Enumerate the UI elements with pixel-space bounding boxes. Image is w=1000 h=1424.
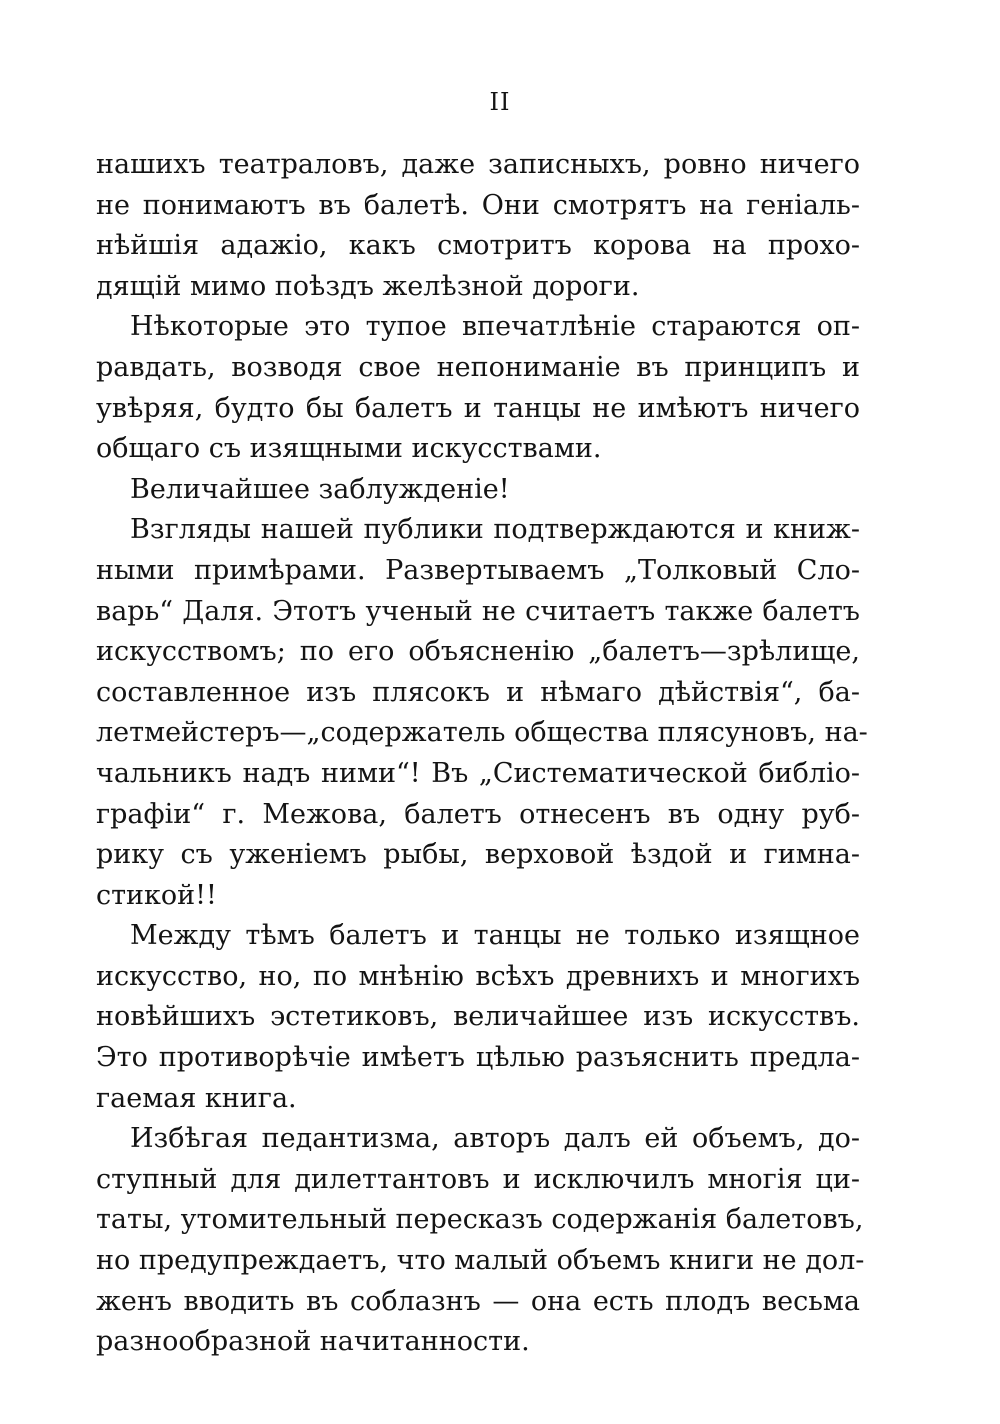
text-line: составленное изъ плясокъ и нѣмаго дѣйствія“, ба- (96, 676, 860, 708)
paragraph (96, 510, 868, 916)
text-line: таты, утомительный пересказъ содержанія балетовъ, (96, 1204, 864, 1236)
text-line: но предупреждаетъ, что малый объемъ книги не дол- (96, 1245, 865, 1277)
text-line: ступный для дилеттантовъ и исключилъ многія ци- (96, 1163, 860, 1195)
text-line: Это противорѣчіе имѣетъ цѣлью разъяснить предла- (96, 1042, 860, 1074)
text-line: стикой!! (96, 879, 217, 911)
text-line: общаго съ изящными искусствами. (96, 433, 602, 465)
text-line: летмейстеръ—„содержатель общества плясуновъ, на- (96, 717, 868, 749)
text-line: равдать, возводя свое непониманіе въ принципъ и (96, 351, 860, 383)
text-line: Избѣгая педантизма, авторъ далъ ей объемъ, до- (130, 1123, 860, 1155)
text-line: Взгляды нашей публики подтверждаются и книж- (130, 514, 860, 546)
text-line: Нѣкоторые это тупое впечатлѣніе стараются оп- (130, 311, 860, 343)
text-line: Величайшее заблужденіе! (130, 473, 510, 505)
text-line: новѣйшихъ эстетиковъ, величайшее изъ искусствъ. (96, 1001, 860, 1033)
text-line: Между тѣмъ балетъ и танцы не только изящное (130, 920, 860, 952)
text-line: гаемая книга. (96, 1082, 297, 1114)
text-line: рику съ уженіемъ рыбы, верховой ѣздой и гимна- (96, 839, 860, 871)
paragraph (96, 145, 860, 307)
text-line: женъ вводить въ соблазнъ — она есть плодъ весьма (96, 1285, 860, 1317)
text-line: чальникъ надъ ними“! Въ „Систематической библіо- (96, 757, 860, 789)
body-text (96, 145, 868, 1363)
text-line: разнообразной начитанности. (96, 1326, 530, 1358)
paragraph (96, 916, 860, 1119)
text-line: искусство, но, по мнѣнію всѣхъ древнихъ и многихъ (96, 960, 860, 992)
text-line: дящій мимо поѣздъ желѣзной дороги. (96, 270, 640, 302)
text-line: не понимаютъ въ балетѣ. Они смотрятъ на геніаль- (96, 189, 860, 221)
paragraph (96, 1119, 865, 1363)
text-line: варь“ Даля. Этотъ ученый не считаетъ также балетъ (96, 595, 860, 627)
text-line: ными примѣрами. Развертываемъ „Толковый Сло- (96, 554, 860, 586)
text-line: увѣряя, будто бы балетъ и танцы не имѣютъ ничего (96, 392, 860, 424)
paragraph (96, 470, 860, 511)
paragraph (96, 307, 860, 469)
text-line: искусствомъ; по его объясненію „балетъ—зрѣлище, (96, 636, 860, 668)
text-line: нашихъ театраловъ, даже записныхъ, ровно ничего (96, 149, 860, 180)
page-number: II (489, 88, 511, 116)
text-line: графіи“ г. Межова, балетъ отнесенъ въ одну руб- (96, 798, 860, 830)
text-line: нѣйшія адажіо, какъ смотритъ корова на прохо- (96, 230, 860, 262)
